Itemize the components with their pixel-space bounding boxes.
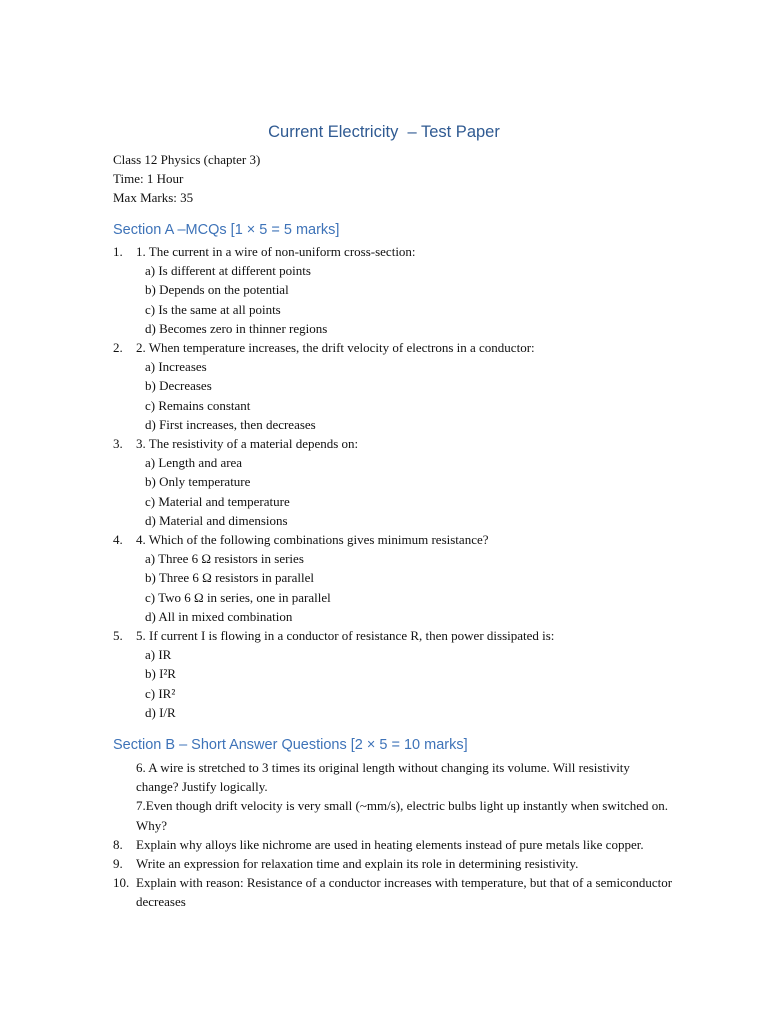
question-8 (113, 835, 673, 854)
question-text: 6. A wire is stretched to 3 times its original length without changing its volume. Will resistivity change? Justify logically. (136, 760, 630, 795)
question-text: 7.Even though drift velocity is very small (~mm/s), electric bulbs light up instantly when switched on. Why? (136, 798, 668, 833)
question-text: Write an expression for relaxation time and explain its role in determining resistivity. (136, 856, 579, 872)
question-9 (113, 854, 673, 873)
question-7 (113, 796, 673, 834)
paper-meta (113, 150, 260, 207)
option-b: b) I²R (145, 666, 176, 682)
option-list (113, 645, 673, 722)
option-b: b) Three 6 Ω resistors in parallel (145, 570, 314, 586)
option-list (113, 261, 673, 338)
question-text: 1. The current in a wire of non-uniform cross-section: (136, 244, 416, 259)
section-b-questions (113, 758, 673, 912)
option-list (113, 357, 673, 434)
option-b: b) Only temperature (145, 474, 251, 490)
question-number: 10. (113, 875, 130, 891)
class-line: Class 12 Physics (chapter 3) (113, 152, 261, 167)
question-text: 3. The resistivity of a material depends on: (136, 436, 359, 452)
option-list (113, 453, 673, 530)
option-d: d) First increases, then decreases (145, 416, 316, 432)
question-1 (113, 242, 673, 338)
option-d: d) Becomes zero in thinner regions (145, 320, 328, 336)
option-c: c) IR² (145, 685, 176, 701)
option-a: a) IR (145, 647, 172, 663)
option-a: a) Is different at different points (145, 263, 311, 279)
question-text: Explain why alloys like nichrome are used in heating elements instead of pure metals like copper. (136, 836, 644, 852)
question-number: 9. (113, 856, 123, 872)
section-a-questions (113, 242, 673, 722)
option-d: d) All in mixed combination (145, 608, 293, 624)
question-text: 2. When temperature increases, the drift velocity of electrons in a conductor: (136, 340, 535, 356)
question-number: 5. (113, 628, 123, 644)
option-a: a) Increases (145, 359, 207, 375)
question-5 (113, 626, 673, 722)
question-3 (113, 434, 673, 530)
question-number: 3. (113, 436, 123, 452)
option-d: d) I/R (145, 704, 176, 720)
question-text: 4. Which of the following combinations gives minimum resistance? (136, 532, 489, 548)
question-6 (113, 758, 673, 796)
question-number: 4. (113, 532, 123, 548)
option-c: c) Remains constant (145, 397, 251, 413)
question-number: 8. (113, 836, 123, 852)
question-text: Explain with reason: Resistance of a conductor increases with temperature, but that of a semiconductor decreases (136, 875, 673, 910)
option-d: d) Material and dimensions (145, 512, 288, 528)
option-c: c) Two 6 Ω in series, one in parallel (145, 589, 331, 605)
question-number: 1. (113, 244, 123, 259)
option-a: a) Length and area (145, 455, 243, 471)
question-4 (113, 530, 673, 626)
question-text: 5. If current I is flowing in a conductor of resistance R, then power dissipated is: (136, 628, 555, 644)
option-a: a) Three 6 Ω resistors in series (145, 551, 304, 567)
question-10 (113, 873, 673, 911)
max-marks-line: Max Marks: 35 (113, 190, 194, 205)
option-c: c) Is the same at all points (145, 301, 281, 317)
section-a-heading: Section A –MCQs [1 × 5 = 5 marks] (113, 222, 340, 238)
section-b-heading: Section B – Short Answer Questions [2 × 5 = 10 marks] (113, 737, 468, 753)
question-2 (113, 338, 673, 434)
option-c: c) Material and temperature (145, 493, 290, 509)
time-line: Time: 1 Hour (113, 171, 184, 186)
option-b: b) Decreases (145, 378, 212, 394)
page-title: Current Electricity – Test Paper (268, 123, 500, 141)
option-b: b) Depends on the potential (145, 282, 289, 298)
option-list (113, 549, 673, 626)
question-number: 2. (113, 340, 123, 356)
